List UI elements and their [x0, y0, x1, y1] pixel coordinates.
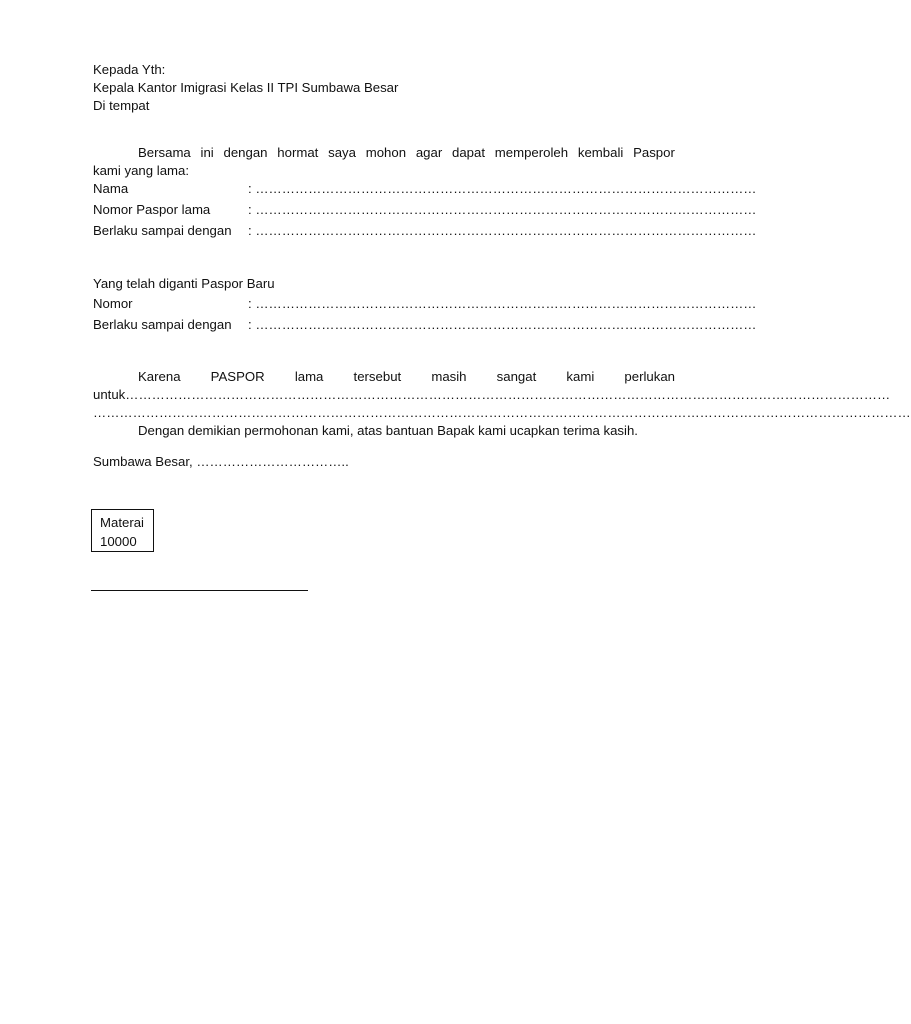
field-row-nomor-paspor-lama — [93, 201, 757, 218]
reason-word: perlukan — [624, 369, 675, 384]
intro-line-2: kami yang lama: — [93, 163, 190, 178]
intro-word: ini — [200, 145, 214, 160]
signature-line — [91, 590, 308, 591]
reason-word: lama — [294, 369, 324, 384]
intro-word: Bersama — [138, 145, 191, 160]
field-row-berlaku-baru — [93, 316, 757, 333]
field-label: Nomor — [93, 296, 133, 311]
stamp-value: 10000 — [100, 534, 137, 549]
field-blank: : …………………………………………………………………………………………………… — [248, 202, 757, 217]
closing-sentence: Dengan demikian permohonan kami, atas bantuan Bapak kami ucapkan terima kasih. — [138, 423, 638, 438]
intro-word: saya — [328, 145, 356, 160]
reason-line-2: untuk………………………………………………………………………………………………………………………………………………………… — [93, 387, 891, 402]
reason-word: masih — [431, 369, 467, 384]
reason-word: sangat — [496, 369, 537, 384]
field-label: Berlaku sampai dengan — [93, 317, 232, 332]
field-blank: : …………………………………………………………………………………………………… — [248, 223, 757, 238]
field-blank: : …………………………………………………………………………………………………… — [248, 296, 757, 311]
intro-word: mohon — [365, 145, 407, 160]
address-line-3: Di tempat — [93, 98, 150, 113]
intro-word: hormat — [277, 145, 319, 160]
field-row-nama — [93, 180, 757, 197]
field-label: Nama — [93, 181, 129, 196]
intro-word: memperoleh — [494, 145, 569, 160]
field-row-berlaku-lama — [93, 222, 757, 239]
reason-line-1 — [138, 368, 675, 385]
field-label: Nomor Paspor lama — [93, 202, 211, 217]
field-blank: : …………………………………………………………………………………………………… — [248, 181, 757, 196]
field-blank: : …………………………………………………………………………………………………… — [248, 317, 757, 332]
field-label: Berlaku sampai dengan — [93, 223, 232, 238]
materai-stamp-box — [91, 509, 154, 552]
intro-word: dapat — [452, 145, 486, 160]
intro-word: kembali — [577, 145, 624, 160]
address-line-1: Kepada Yth: — [93, 62, 166, 77]
field-row-nomor-baru — [93, 295, 757, 312]
intro-word: Paspor — [633, 145, 675, 160]
intro-word: agar — [415, 145, 443, 160]
intro-word: dengan — [223, 145, 268, 160]
new-passport-heading: Yang telah diganti Paspor Baru — [93, 276, 275, 291]
reason-line-3: …………………………………………………………………………………………………………………………………………………………………… — [93, 405, 911, 420]
place-date: Sumbawa Besar, …………………………….. — [93, 454, 349, 469]
stamp-label: Materai — [100, 515, 144, 530]
address-line-2: Kepala Kantor Imigrasi Kelas II TPI Sumbawa Besar — [93, 80, 399, 95]
reason-word: tersebut — [353, 369, 402, 384]
reason-word: PASPOR — [210, 369, 265, 384]
reason-word: Karena — [138, 369, 181, 384]
reason-word: kami — [566, 369, 595, 384]
intro-line-1 — [138, 144, 675, 161]
